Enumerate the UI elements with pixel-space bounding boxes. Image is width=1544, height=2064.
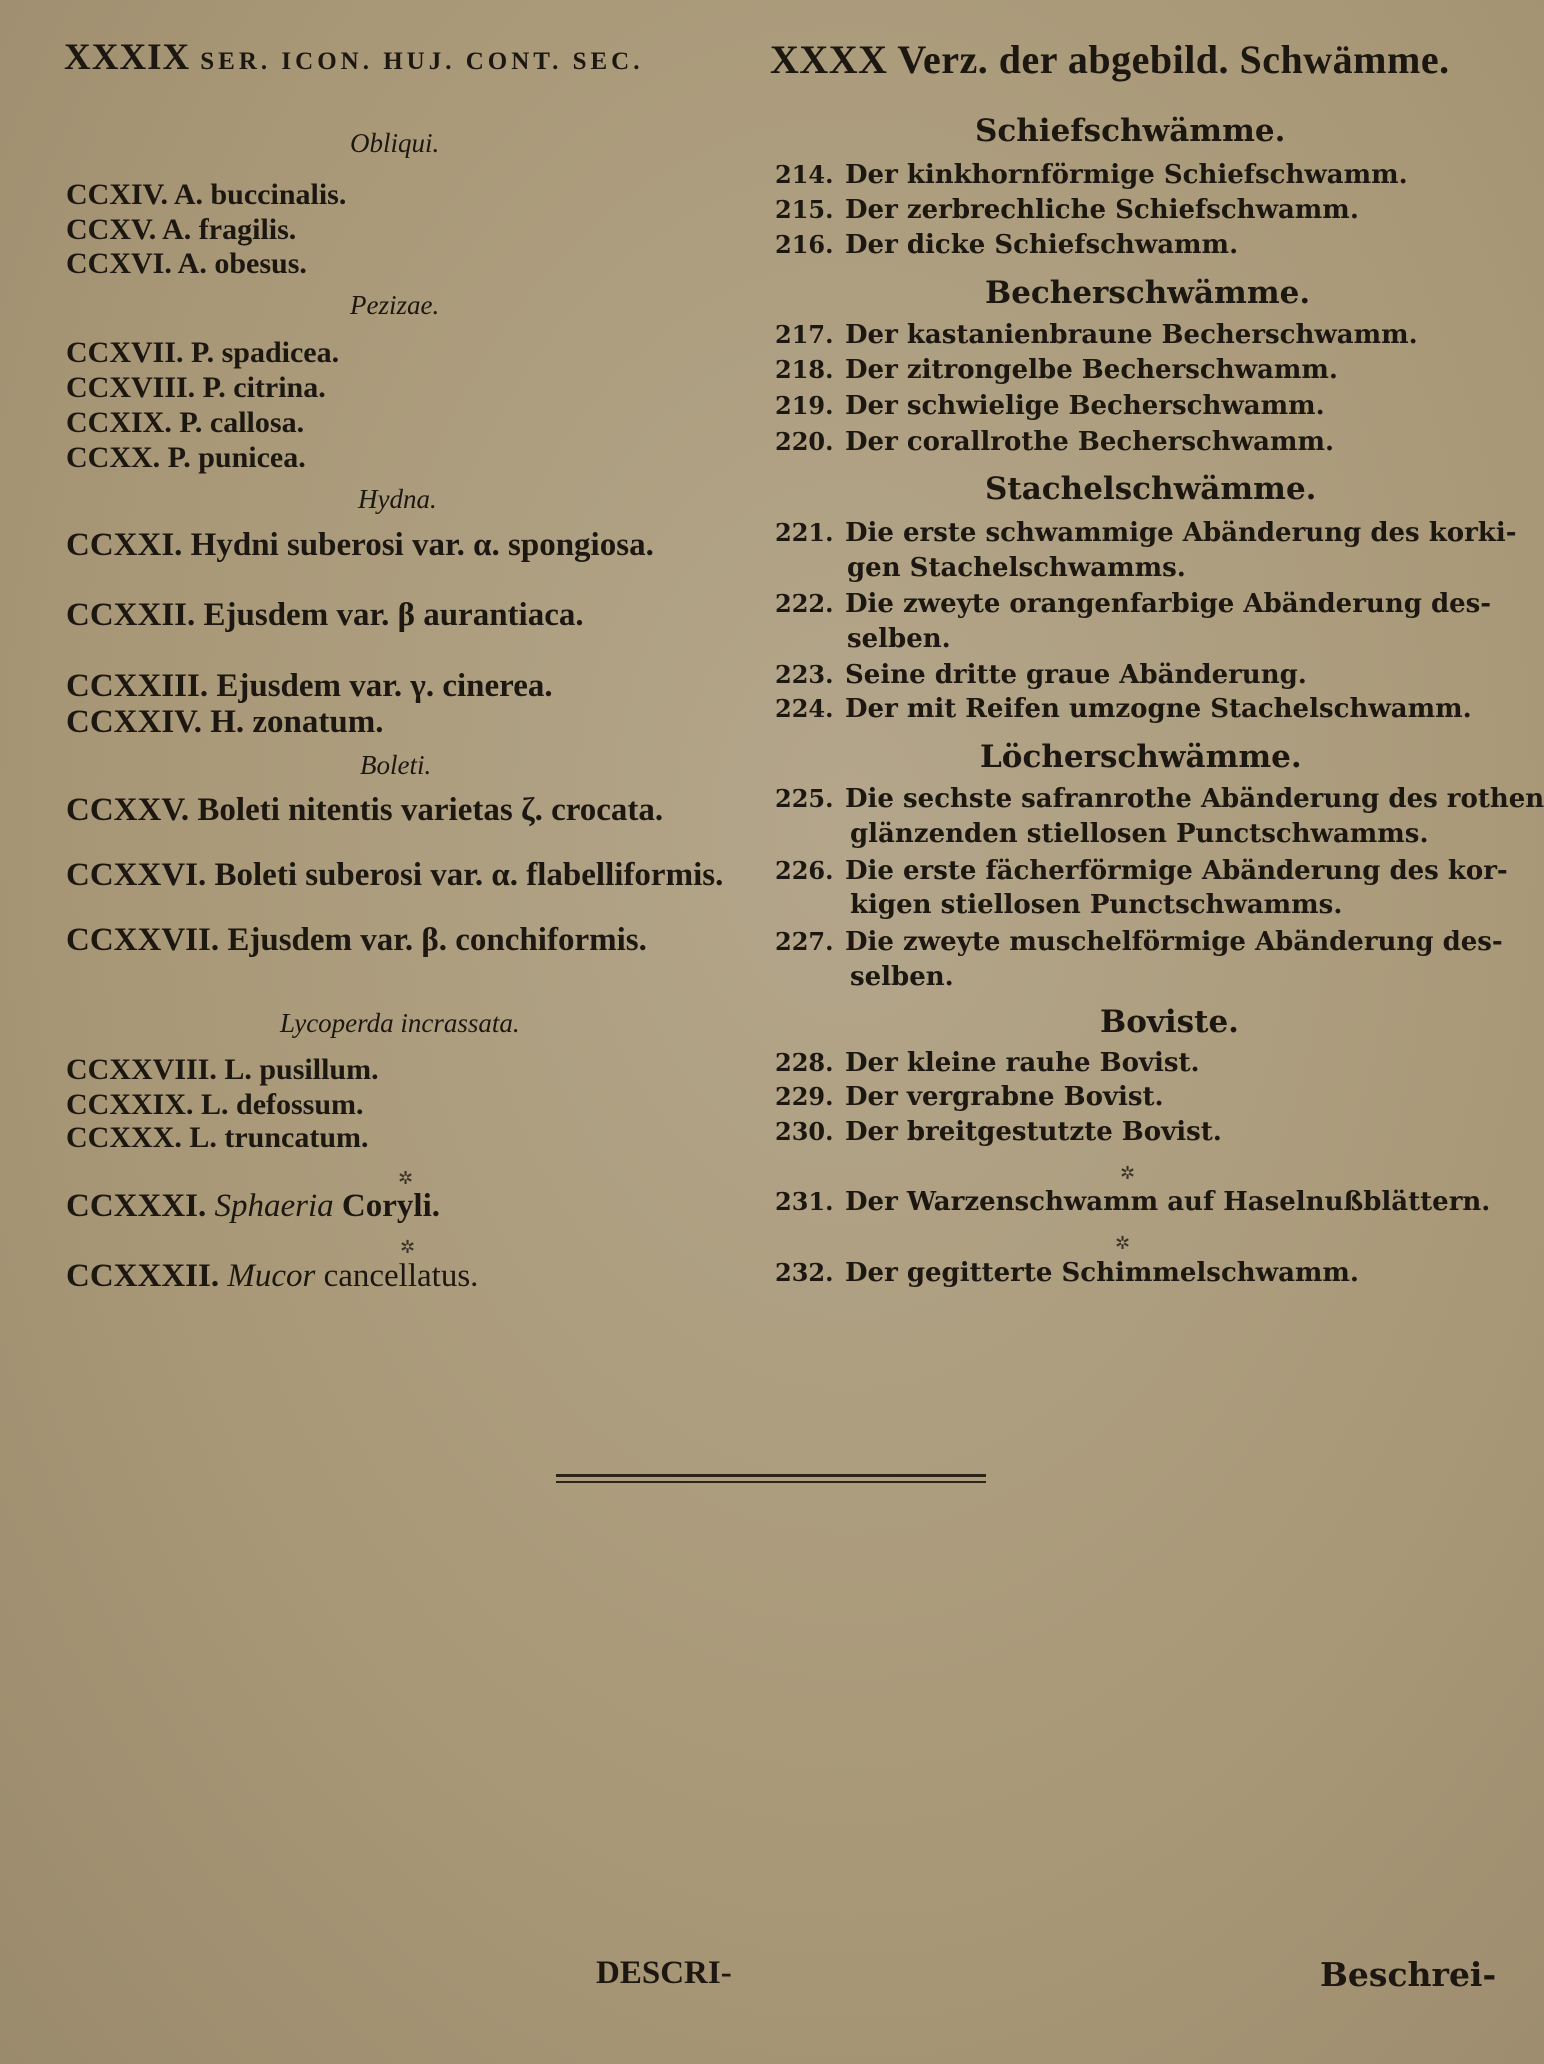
section-heading-obliqui: Obliqui. (350, 128, 440, 158)
latin-entry: CCXIV. A. buccinalis. (66, 178, 347, 211)
german-entry: 214. Der kinkhornförmige Schiefschwamm. (775, 160, 1408, 190)
german-entry: 218. Der zitrongelbe Becherschwamm. (775, 355, 1338, 385)
latin-entry: CCXXVI. Boleti suberosi var. α. flabelliformis. (66, 857, 724, 893)
ornamental-rule-thin (556, 1481, 986, 1483)
german-entry: 230. Der breitgestutzte Bovist. (775, 1117, 1222, 1147)
asterism-icon: ✲ (1115, 1233, 1131, 1253)
section-heading-loecherschwaemme: Löcherschwämme. (980, 739, 1302, 775)
section-heading-boviste: Boviste. (1100, 1004, 1239, 1040)
section-heading-becherschwaemme: Becherschwämme. (985, 275, 1311, 311)
asterism-icon: ✲ (400, 1237, 416, 1257)
catchword-right: Beschrei- (1320, 1955, 1497, 1994)
section-heading-boleti: Boleti. (360, 750, 432, 780)
german-entry-continuation: gen Stachelschwamms. (847, 553, 1186, 583)
german-entry: 228. Der kleine rauhe Bovist. (775, 1048, 1200, 1078)
german-entry-continuation: selben. (847, 624, 951, 654)
latin-entry: CCXVIII. P. citrina. (66, 371, 326, 404)
latin-entry: CCXV. A. fragilis. (66, 213, 297, 246)
section-heading-schiefschwaemme: Schiefschwämme. (975, 113, 1286, 149)
latin-entry: CCXVI. A. obesus. (66, 247, 307, 280)
section-heading-lycoperda: Lycoperda incrassata. (280, 1008, 520, 1038)
german-entry: 222. Die zweyte orangenfarbige Abänderung des- (775, 589, 1492, 619)
latin-entry: CCXIX. P. callosa. (66, 406, 305, 439)
section-heading-stachelschwaemme: Stachelschwämme. (985, 471, 1317, 507)
latin-entry: CCXXX. L. truncatum. (66, 1121, 369, 1154)
latin-entry: CCXX. P. punicea. (66, 441, 306, 474)
german-entry: 226. Die erste fächerförmige Abänderung des kor- (775, 856, 1508, 886)
german-entry: 229. Der vergrabne Bovist. (775, 1082, 1164, 1112)
latin-entry: CCXXII. Ejusdem var. β aurantiaca. (66, 597, 584, 633)
german-entry: 231. Der Warzenschwamm auf Haselnußblättern. (775, 1187, 1491, 1217)
latin-entry: CCXXI. Hydni suberosi var. α. spongiosa. (66, 527, 654, 563)
latin-entry: CCXXIII. Ejusdem var. γ. cinerea. (66, 668, 553, 704)
german-entry: 219. Der schwielige Becherschwamm. (775, 391, 1325, 421)
latin-entry: CCXXVII. Ejusdem var. β. conchiformis. (66, 922, 647, 958)
latin-entry: CCXXIX. L. defossum. (66, 1088, 364, 1121)
german-entry: 216. Der dicke Schiefschwamm. (775, 230, 1239, 260)
latin-entry: CCXXIV. H. zonatum. (66, 704, 384, 740)
german-entry-continuation: selben. (850, 962, 954, 992)
latin-entry: CCXVII. P. spadicea. (66, 336, 340, 369)
german-entry: 217. Der kastanienbraune Becherschwamm. (775, 320, 1418, 350)
german-entry: 220. Der corallrothe Becherschwamm. (775, 427, 1335, 457)
german-entry: 227. Die zweyte muschelförmige Abänderung des- (775, 927, 1503, 957)
header-title-latin: SER. ICON. HUJ. CONT. SEC. (200, 48, 644, 75)
german-entry: 221. Die erste schwammige Abänderung des korki- (775, 518, 1517, 548)
german-entry: 223. Seine dritte graue Abänderung. (775, 660, 1307, 690)
page-numeral: XXXIX (64, 37, 191, 78)
german-entry: 225. Die sechste safranrothe Abänderung des rothen (775, 784, 1544, 814)
german-entry: 224. Der mit Reifen umzogne Stachelschwamm. (775, 694, 1472, 724)
latin-entry-sphaeria: CCXXXI. Sphaeria Coryli. (66, 1188, 440, 1224)
asterism-icon: ✲ (1120, 1163, 1136, 1183)
german-entry-continuation: glänzenden stiellosen Punctschwamms. (850, 819, 1429, 849)
latin-entry: CCXXV. Boleti nitentis varietas ζ. crocata. (66, 792, 664, 828)
section-heading-pezizae: Pezizae. (350, 290, 440, 320)
asterism-icon: ✲ (398, 1168, 414, 1188)
running-header-left (64, 36, 643, 79)
latin-entry-mucor: CCXXXII. Mucor cancellatus. (66, 1258, 479, 1294)
catchword-left: DESCRI- (596, 1955, 732, 1991)
section-heading-hydna: Hydna. (358, 484, 437, 514)
german-entry: 232. Der gegitterte Schimmelschwamm. (775, 1258, 1359, 1288)
german-entry-continuation: kigen stiellosen Punctschwamms. (850, 890, 1343, 920)
german-entry: 215. Der zerbrechliche Schiefschwamm. (775, 195, 1359, 225)
latin-entry: CCXXVIII. L. pusillum. (66, 1053, 379, 1086)
ornamental-rule (556, 1474, 986, 1477)
running-header-right: XXXX Verz. der abgebild. Schwämme. (770, 37, 1450, 82)
